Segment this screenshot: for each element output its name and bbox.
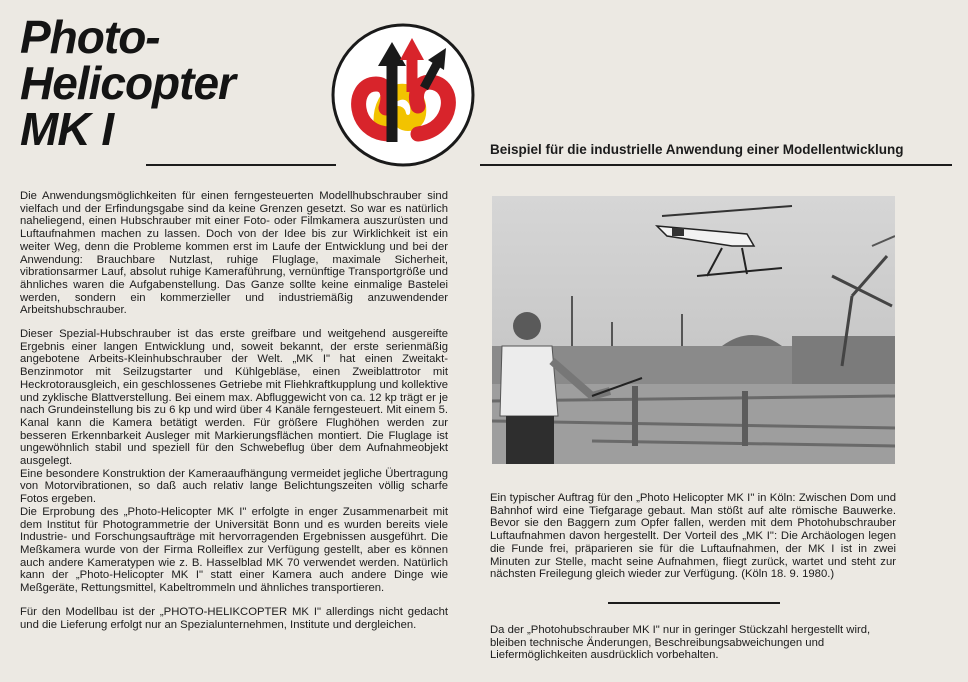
ap-monogram-logo-icon xyxy=(330,22,476,168)
divider xyxy=(608,602,780,604)
body-paragraph: Die Anwendungsmöglichkeiten für einen ferngesteuerten Modellhubschrauber sind vielfach und der Erfindungsgabe sind da keine Grenzen gesetzt. So war es natürlich naheliegend, einen Hubschrauber mit einer Foto- oder Filmkamera auszurüsten und Luftaufnahmen machen zu lassen. Doch von der Idee bis zur Wirklichkeit ist ein weiter Weg, denn die Probleme kommen erst im Laufe der Entwicklung und bei der Anwendung: Brauchbare Nutzlast, ruhige Fluglage, maximale Sicherheit, vibrationsarmer Lauf, absolut ruhige Kameraführung, vernünftige Transportgröße und ähnliches waren die Aufgabenstellung. Das Ganze sollte keine einmalige Bastelei werden, sondern ein kommerzieller und industriemäßig anzuwendender Arbeitshubschrauber. xyxy=(20,190,448,317)
title-line: MK I xyxy=(20,103,114,155)
body-paragraph: Die Erprobung des „Photo-Helicopter MK I" erfolgte in enger Zusammenarbeit mit dem Institut für Photogrammetrie der Universität Bonn und es wurden bereits viele Industrie- und Forschungsaufträge mit hervorragenden Ergebnissen ausgeführt. Die Meßkamera wurde von der Firma Rolleiflex zur Verfügung gestellt, aber es können auch andere Kameratypen wie z. B. Hasselblad MK 70 verwendet werden. Natürlich kann der „Photo-Helicopter MK I" statt einer Kamera auch andere Dinge wie Meßgeräte, Rettungsmittel, Kabeltrommeln und ähnliches transportieren. xyxy=(20,505,448,595)
title-line: Helicopter xyxy=(20,57,235,109)
title-rule xyxy=(146,164,336,166)
disclaimer-note: Da der „Photohubschrauber MK I" nur in geringer Stückzahl hergestellt wird, bleiben technische Änderungen, Beschreibungsabweichungen und Liefermöglichkeiten ausdrücklich vorbehalten. xyxy=(490,624,871,662)
title-line: Photo- xyxy=(20,11,160,63)
body-paragraph: Für den Modellbau ist der „PHOTO-HELIKCOPTER MK I" allerdings nicht gedacht und die Lieferung erfolgt nur an Spezialunternehmen, Institute und dergleichen. xyxy=(20,605,448,631)
page-title xyxy=(20,11,235,155)
body-paragraph: Eine besondere Konstruktion der Kameraaufhängung vermeidet jegliche Übertragung von Motorvibrationen, so daß auch relativ lange Belichtungszeiten völlig scharfe Fotos ergeben. xyxy=(20,467,448,506)
page-subtitle: Beispiel für die industrielle Anwendung einer Modellentwicklung xyxy=(490,142,904,157)
subtitle-rule xyxy=(480,164,952,166)
body-text xyxy=(20,190,448,642)
helicopter-photo-icon xyxy=(492,196,895,464)
photo-caption: Ein typischer Auftrag für den „Photo Helicopter MK I" in Köln: Zwischen Dom und Bahnhof wird eine Tiefgarage gebaut. Man stößt auf alte römische Bauwerke. Bevor sie den Baggern zum Opfer fallen, werden mit dem Photohubschrauber Luftaufnahmen davon hergestellt. Der Vorteil des „MK I": Die Archäologen legen die Funde frei, präparieren sie für die Luftaufnahmen, der MK I ist in zwei Minuten zur Stelle, macht seine Aufnahmen, fliegt zurück, wartet und steht zur nächsten Freilegung gleich wieder zur Verfügung. (Köln 18. 9. 1980.) xyxy=(490,492,896,581)
body-paragraph: Dieser Spezial-Hubschrauber ist das erste greifbare und weitgehend ausgereifte Ergebnis einer langen Entwicklung und, soweit bekannt, der erste serienmäßig angebotene Arbeits-Kleinhubschrauber der Welt. „MK I" hat einen Zweitakt-Benzinmotor mit Seilzugstarter und Kühlgebläse, einen Zweiblattrotor mit Heckrotorausgleich, ein geschlossenes Getriebe mit Fliehkraftkupplung und kollektive und zyklische Blattverstellung. Bei einem max. Abfluggewicht von ca. 12 kp trägt er je nach Grundeinstellung bis zu 6 kp und wird über 4 Kanäle ferngesteuert. Mit einem 5. Kanal kann die Kamera betätigt werden. Für größere Flughöhen werden zur besseren Erkennbarkeit Ausleger mit Markierungsflächen montiert. Die Fluglage ist ungewöhnlich stabil und speziell für den Schwebeflug über dem Aufnahmeobjekt ausgelegt. xyxy=(20,328,448,468)
